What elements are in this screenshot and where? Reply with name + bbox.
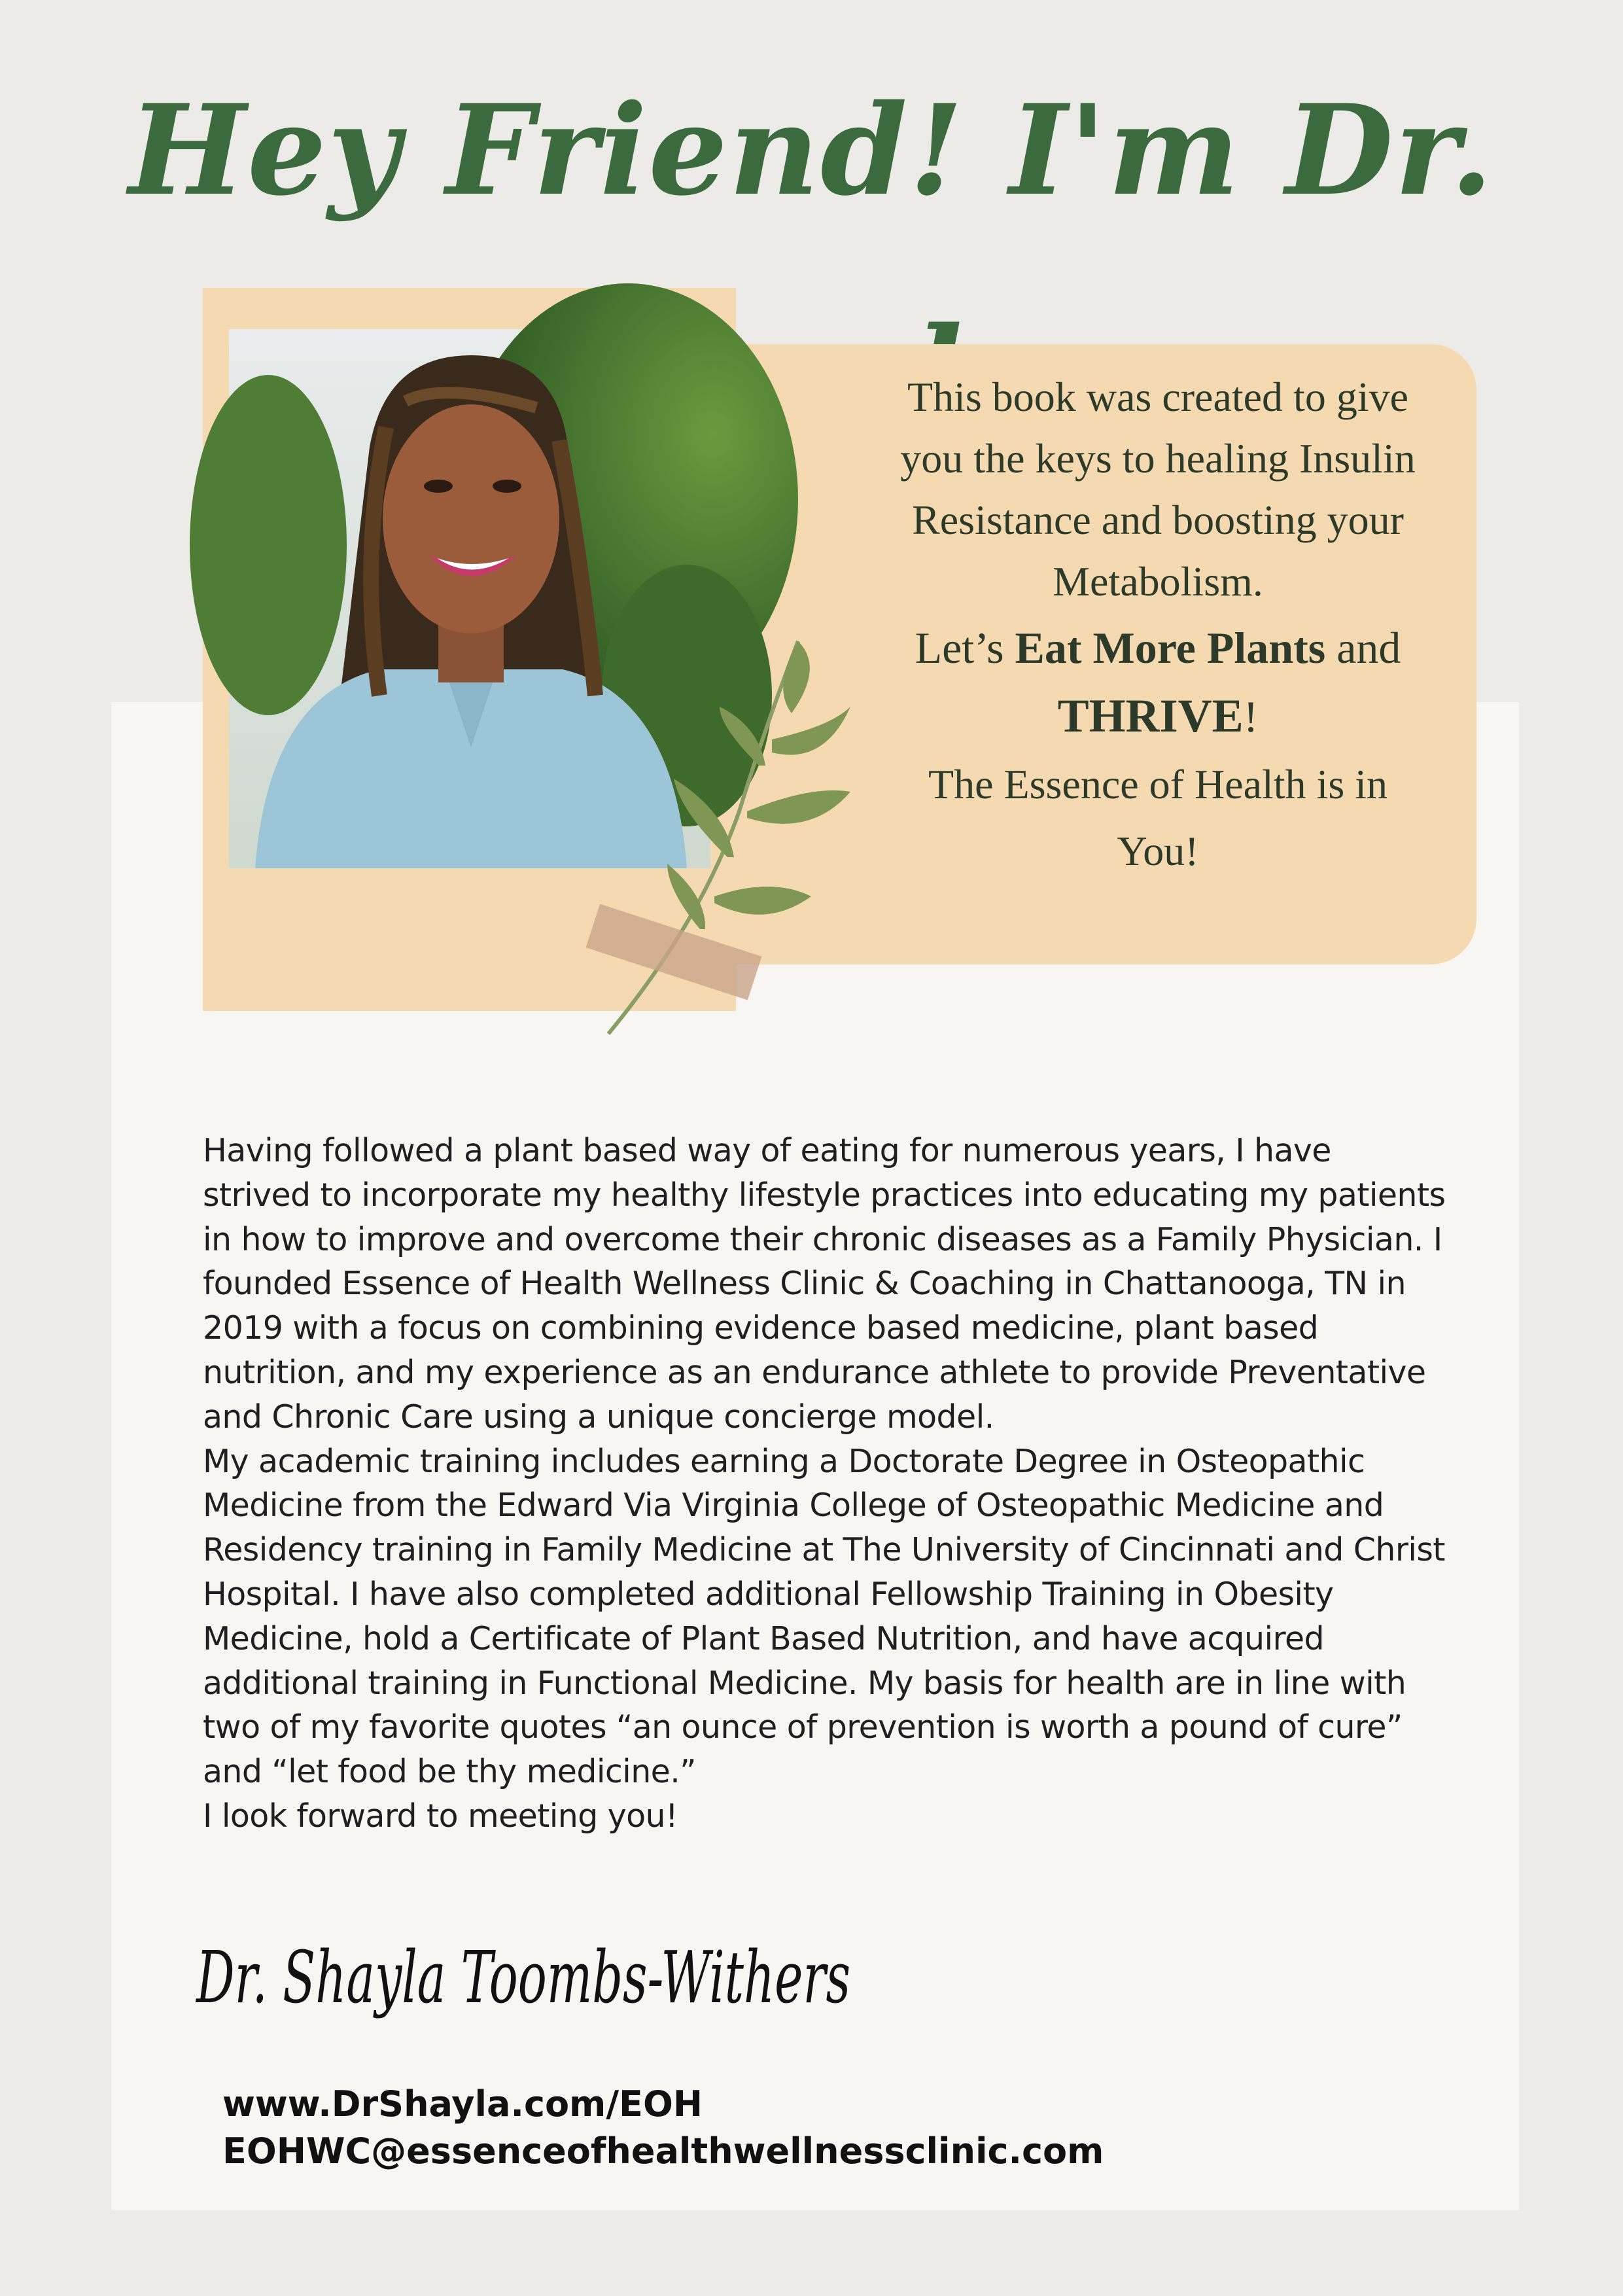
- signature-text: Dr. Shayla Toombs-Withers: [195, 1935, 850, 2019]
- quote-line: you the keys to healing Insulin: [900, 435, 1416, 482]
- bio-closing: I look forward to meeting you!: [203, 1797, 678, 1835]
- quote-line: Resistance and boosting your: [912, 497, 1404, 543]
- tape-strip: [586, 904, 762, 1000]
- bio-text: [203, 1129, 1446, 1839]
- quote-line: Metabolism.: [1053, 558, 1263, 605]
- cta-prefix: Let’s: [915, 623, 1015, 673]
- thrive-suffix: !: [1243, 692, 1259, 741]
- cta-suffix: and: [1325, 623, 1401, 673]
- page-title: Hey Friend! I'm Dr.: [128, 77, 1495, 223]
- email-link[interactable]: EOHWC@essenceofhealthwellnessclinic.com: [222, 2130, 1104, 2172]
- quote-text: [850, 366, 1465, 883]
- quote-line: This book was created to give: [907, 374, 1408, 420]
- signature: [190, 1911, 909, 2041]
- thrive-word: THRIVE: [1057, 690, 1244, 742]
- thrive-line: [850, 683, 1465, 749]
- website-link[interactable]: www.DrShayla.com/EOH: [222, 2083, 703, 2125]
- cta-line: [850, 615, 1465, 680]
- bio-paragraph: My academic training includes earning a Doctorate Degree in Osteopathic Medicine from the Edward Via Virginia College of Osteopathic Medicine and Residency training in Family Medicine at The University of Cincinnati and Christ Hospital. I have also completed additional Fellowship Training in Obesity Medicine, hold a Certificate of Plant Based Nutrition, and have acquired additional training in Functional Medicine. My basis for health are in line with two of my favorite quotes “an ounce of prevention is worth a pound of cure” and “let food be thy medicine.”: [203, 1442, 1445, 1791]
- contact-block: [222, 2081, 1104, 2175]
- essence-line: You!: [1117, 828, 1199, 874]
- essence-line: The Essence of Health is in: [928, 761, 1387, 807]
- bio-paragraph: Having followed a plant based way of eating for numerous years, I have strived to incorporate my healthy lifestyle practices into educating my patients in how to improve and overcome their chronic diseases as a Family Physician. I founded Essence of Health Wellness Clinic & Coaching in Chattanooga, TN in 2019 with a focus on combining evidence based medicine, plant based nutrition, and my experience as an endurance athlete to provide Preventative and Chronic Care using a unique concierge model.: [203, 1132, 1446, 1436]
- cta-bold: Eat More Plants: [1015, 623, 1326, 673]
- leaf-branch-icon: [576, 615, 890, 1040]
